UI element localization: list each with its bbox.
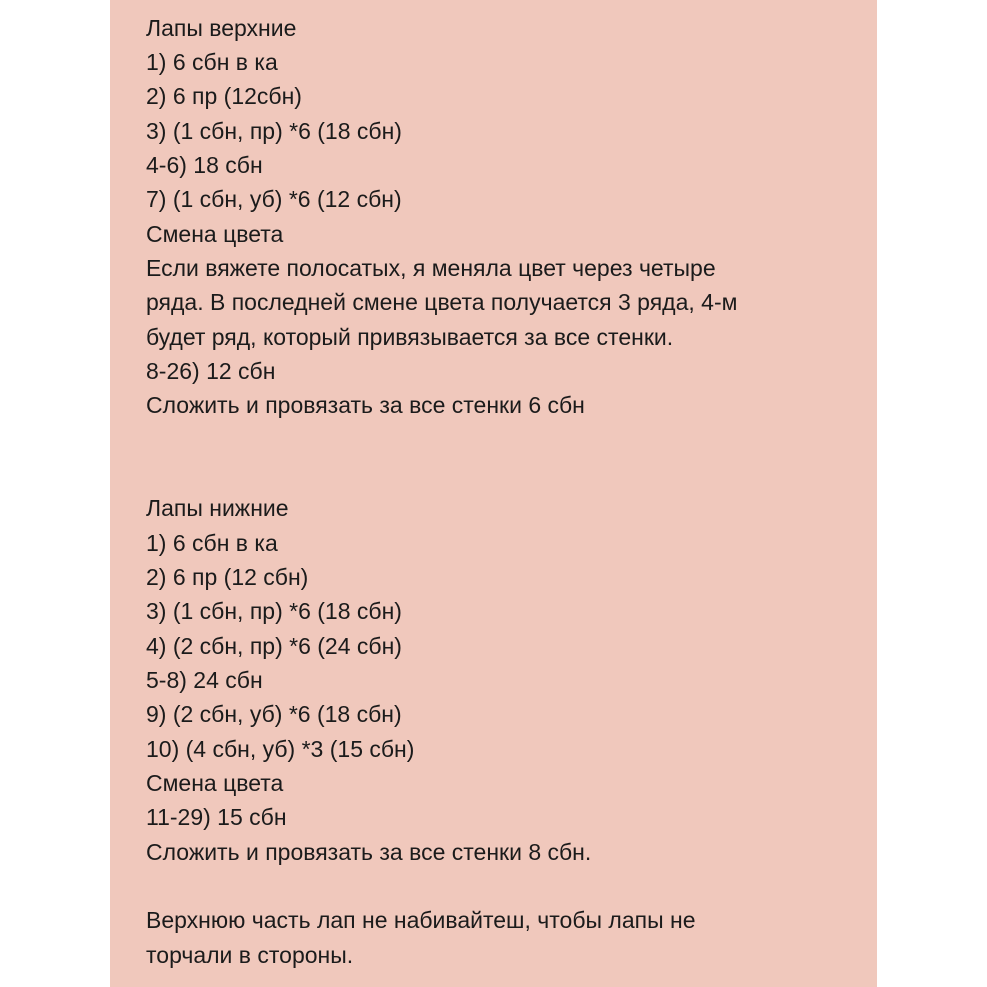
lower-paws-row: 2) 6 пр (12 сбн) xyxy=(146,564,309,590)
lower-paws-row: 10) (4 сбн, уб) *3 (15 сбн) xyxy=(146,736,415,762)
upper-paws-row: будет ряд, который привязывается за все стенки. xyxy=(146,324,674,350)
lower-paws-row: 11-29) 15 сбн xyxy=(146,804,287,830)
lower-paws-row: 4) (2 сбн, пр) *6 (24 сбн) xyxy=(146,633,402,659)
upper-paws-row: 3) (1 сбн, пр) *6 (18 сбн) xyxy=(146,118,402,144)
lower-paws-row: 9) (2 сбн, уб) *6 (18 сбн) xyxy=(146,701,402,727)
lower-paws-title: Лапы нижние xyxy=(146,495,289,521)
lower-paws-row: 3) (1 сбн, пр) *6 (18 сбн) xyxy=(146,598,402,624)
lower-paws-row: Смена цвета xyxy=(146,770,284,796)
upper-paws-title: Лапы верхние xyxy=(146,15,297,41)
lower-paws-row: 1) 6 сбн в ка xyxy=(146,530,278,556)
note-line: торчали в стороны. xyxy=(146,942,354,968)
upper-paws-row: 2) 6 пр (12сбн) xyxy=(146,83,302,109)
upper-paws-row: Сложить и провязать за все стенки 6 сбн xyxy=(146,392,585,418)
upper-paws-row: 1) 6 сбн в ка xyxy=(146,49,278,75)
upper-paws-row: 7) (1 сбн, уб) *6 (12 сбн) xyxy=(146,186,402,212)
lower-paws-row: 5-8) 24 сбн xyxy=(146,667,263,693)
upper-paws-row: 4-6) 18 сбн xyxy=(146,152,263,178)
lower-paws-row: Сложить и провязать за все стенки 8 сбн. xyxy=(146,839,592,865)
upper-paws-row: ряда. В последней смене цвета получается 3 ряда, 4-м xyxy=(146,289,738,315)
upper-paws-row: Смена цвета xyxy=(146,221,284,247)
upper-paws-row: 8-26) 12 сбн xyxy=(146,358,276,384)
note-line: Верхнюю часть лап не набивайтеш, чтобы лапы не xyxy=(146,907,696,933)
upper-paws-row: Если вяжете полосатых, я меняла цвет через четыре xyxy=(146,255,716,281)
